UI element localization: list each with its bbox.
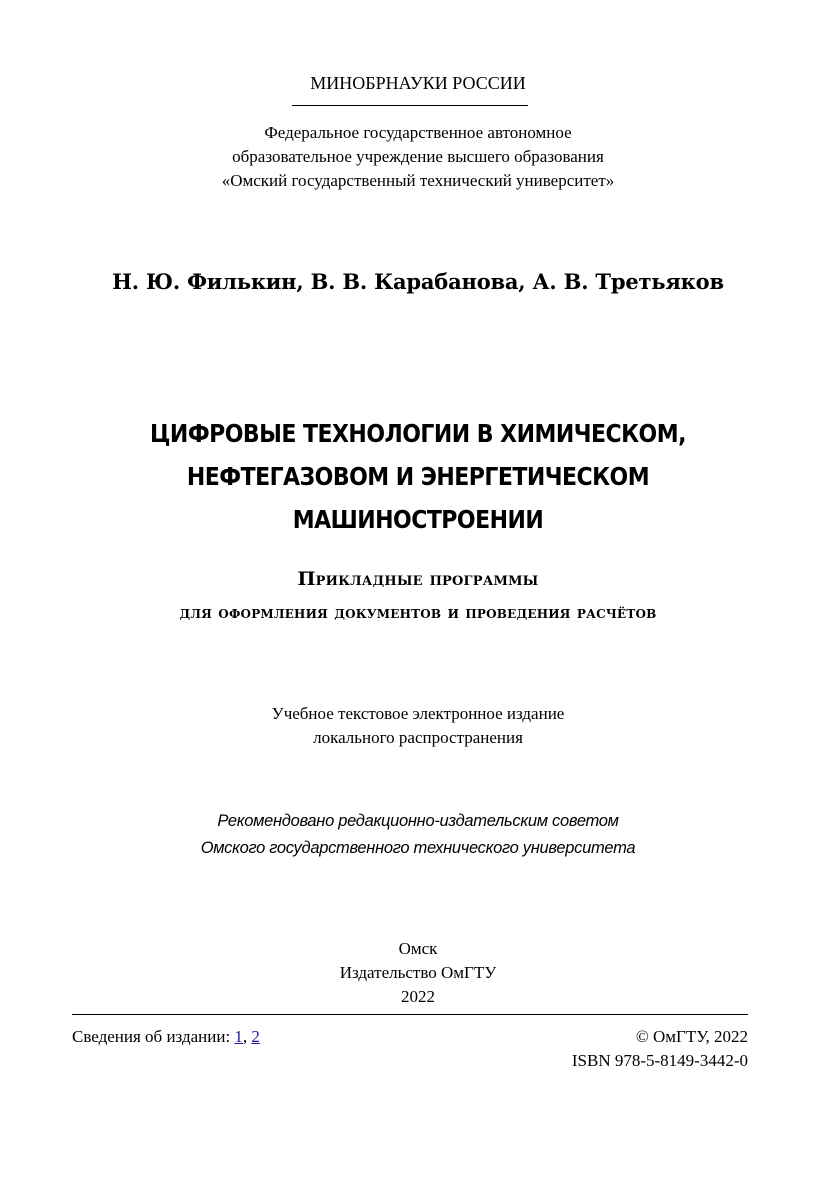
footer-divider xyxy=(72,1014,748,1015)
isbn: ISBN 978-5-8149-3442-0 xyxy=(571,1051,748,1070)
edition-info-label: Сведения об издании: xyxy=(72,1027,231,1046)
imprint-city: Омск xyxy=(398,939,438,958)
recommendation-line-1: Рекомендовано редакционно-издательским советом xyxy=(217,812,619,830)
copyright: © ОмГТУ, 2022 xyxy=(635,1027,748,1046)
edition-info-link-2[interactable]: 2 xyxy=(251,1027,260,1046)
ministry-divider xyxy=(292,105,528,106)
edition-info-link-1[interactable]: 1 xyxy=(234,1027,243,1046)
edition-line-2: локального распространения xyxy=(313,728,523,747)
title-line-1: ЦИФРОВЫЕ ТЕХНОЛОГИИ В ХИМИЧЕСКОМ, xyxy=(150,419,686,448)
recommendation-line-2: Омского государственного технического университета xyxy=(200,839,636,857)
title-line-3: МАШИНОСТРОЕНИИ xyxy=(292,505,544,534)
book-title xyxy=(50,412,786,541)
edition-type xyxy=(0,702,836,750)
institution-line-2: образовательное учреждение высшего образования xyxy=(232,147,604,166)
authors: Н. Ю. Филькин, В. В. Карабанова, А. В. Третьяков xyxy=(112,269,724,294)
copyright-block xyxy=(572,1025,748,1073)
edition-info xyxy=(72,1025,260,1049)
institution-line-1: Федеральное государственное автономное xyxy=(264,123,572,142)
title-line-2: НЕФТЕГАЗОВОМ И ЭНЕРГЕТИЧЕСКОМ xyxy=(186,462,650,491)
subtitle-line-1: Прикладные программы xyxy=(297,568,539,590)
imprint xyxy=(0,937,836,1009)
imprint-year: 2022 xyxy=(401,987,435,1006)
subtitle-line-2: для оформления документов и проведения расчётов xyxy=(179,603,657,623)
ministry-name: МИНОБРНАУКИ РОССИИ xyxy=(310,73,526,93)
imprint-publisher: Издательство ОмГТУ xyxy=(339,963,497,982)
institution-block xyxy=(0,121,836,193)
recommendation xyxy=(0,808,836,862)
book-subtitle xyxy=(0,562,836,630)
edition-line-1: Учебное текстовое электронное издание xyxy=(271,704,565,723)
institution-line-3: «Омский государственный технический университет» xyxy=(221,171,615,190)
edition-info-separator: , xyxy=(242,1027,248,1046)
